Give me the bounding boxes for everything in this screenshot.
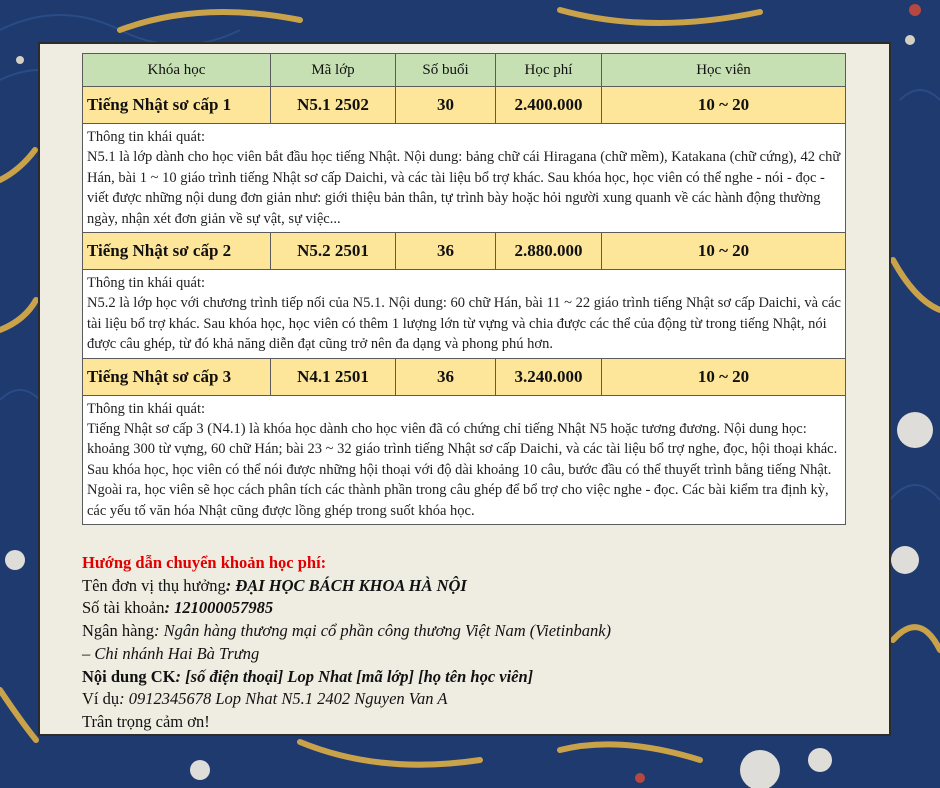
course-info-text: Tiếng Nhật sơ cấp 3 (N4.1) là khóa học dành cho học viên đã có chứng chỉ tiếng Nhật N5 hoặc tương đương. Nội dung học: khoảng 300 từ vựng, 60 chữ Hán; bài 23 ~ 32 giáo trình tiếng Nhật sơ cấp Daichi, và các tài liệu bổ trợ nghe, đọc, hội thoại khác. Sau khóa học, học viên có thể nói được những hội thoại với độ dài khoảng 10 câu, bước đầu có thể thuyết trình bằng tiếng Nhật. Ngoài ra, học viên sẽ học cách phân tích các thành phần trong câu ghép để bổ trợ cho việc nghe - đọc. Các bài kiểm tra định kỳ, các yếu tố văn hóa Nhật cũng được lồng ghép trong suốt khóa học. — [87, 421, 838, 519]
header-fee: Học phí — [496, 54, 602, 87]
course-row — [83, 233, 846, 270]
course-fee: 2.400.000 — [496, 87, 602, 124]
course-info-row — [83, 395, 846, 524]
course-fee: 3.240.000 — [496, 358, 602, 395]
account-number: : 121000057985 — [164, 598, 274, 618]
account-line — [82, 597, 611, 620]
account-label: Số tài khoản — [82, 598, 165, 618]
course-info-text: N5.2 là lớp học với chương trình tiếp nối của N5.1. Nội dung: 60 chữ Hán, bài 11 ~ 22 giáo trình tiếng Nhật sơ cấp Daichi, và các tài liệu bổ trợ khác. Sau khóa học, học viên có thêm 1 lượng lớn từ vựng và chia được các thể của động từ trong tiếng Nhật, nói được câu ghép, từ đó khả năng diễn đạt cũng trở nên đa dạng và phong phú hơn. — [87, 295, 841, 353]
header-class-code: Mã lớp — [271, 54, 396, 87]
course-info — [83, 124, 846, 233]
class-code: N5.1 2502 — [271, 87, 396, 124]
payment-instructions — [82, 552, 611, 734]
course-row — [83, 87, 846, 124]
session-count: 36 — [396, 233, 496, 270]
course-name: Tiếng Nhật sơ cấp 3 — [83, 358, 271, 395]
course-info-text: N5.1 là lớp dành cho học viên bắt đầu học tiếng Nhật. Nội dung: bảng chữ cái Hiragana (chữ mềm), Katakana (chữ cứng), 42 chữ Hán, bài 1 ~ 10 giáo trình tiếng Nhật sơ cấp Daichi, và các tài liệu bổ trợ khác. Sau khóa học, học viên có thể nghe - nói - đọc - viết được những nội dung đơn giản như: giới thiệu bản thân, tự trình bày hoặc hỏi người xung quanh về các hành động thường ngày, nhận xét đơn giản về sự vật, sự việc... — [87, 149, 841, 227]
course-name: Tiếng Nhật sơ cấp 2 — [83, 233, 271, 270]
student-range: 10 ~ 20 — [602, 358, 846, 395]
bank-label: Ngân hàng — [82, 621, 154, 641]
header-sessions: Số buổi — [396, 54, 496, 87]
course-info — [83, 395, 846, 524]
course-info-title: Thông tin khái quát: — [87, 400, 205, 417]
course-info-row — [83, 270, 846, 359]
course-name: Tiếng Nhật sơ cấp 1 — [83, 87, 271, 124]
session-count: 30 — [396, 87, 496, 124]
content-value: : [số điện thoại] Lop Nhat [mã lớp] [họ tên học viên] — [175, 666, 534, 686]
course-info-row — [83, 124, 846, 233]
course-info-title: Thông tin khái quát: — [87, 275, 205, 292]
header-course: Khóa học — [83, 54, 271, 87]
example-value: : 0912345678 Lop Nhat N5.1 2402 Nguyen Van A — [119, 689, 448, 709]
course-fee: 2.880.000 — [496, 233, 602, 270]
example-line — [82, 688, 611, 711]
student-range: 10 ~ 20 — [602, 87, 846, 124]
student-range: 10 ~ 20 — [602, 233, 846, 270]
beneficiary-label: Tên đơn vị thụ hưởng — [82, 575, 226, 595]
bank-name: : Ngân hàng thương mại cổ phần công thương Việt Nam (Vietinbank) — [153, 621, 612, 641]
session-count: 36 — [396, 358, 496, 395]
branch-line — [82, 643, 611, 666]
example-label: Ví dụ — [82, 689, 120, 709]
course-row — [83, 358, 846, 395]
course-info-title: Thông tin khái quát: — [87, 129, 205, 145]
table-header-row — [83, 54, 846, 87]
course-table — [82, 53, 846, 525]
header-students: Học viên — [602, 54, 846, 87]
bank-line — [82, 620, 611, 643]
class-code: N5.2 2501 — [271, 233, 396, 270]
class-code: N4.1 2501 — [271, 358, 396, 395]
content-label: Nội dung CK — [82, 666, 176, 686]
beneficiary-line — [82, 575, 611, 598]
content-line — [82, 666, 611, 689]
payment-heading: Hướng dẫn chuyển khoản học phí: — [82, 553, 327, 572]
thanks-line: Trân trọng cảm ơn! — [82, 711, 210, 731]
bank-branch: – Chi nhánh Hai Bà Trưng — [82, 643, 260, 663]
beneficiary-value: : ĐẠI HỌC BÁCH KHOA HÀ NỘI — [225, 575, 467, 595]
course-info — [83, 270, 846, 359]
content-panel — [38, 42, 891, 736]
